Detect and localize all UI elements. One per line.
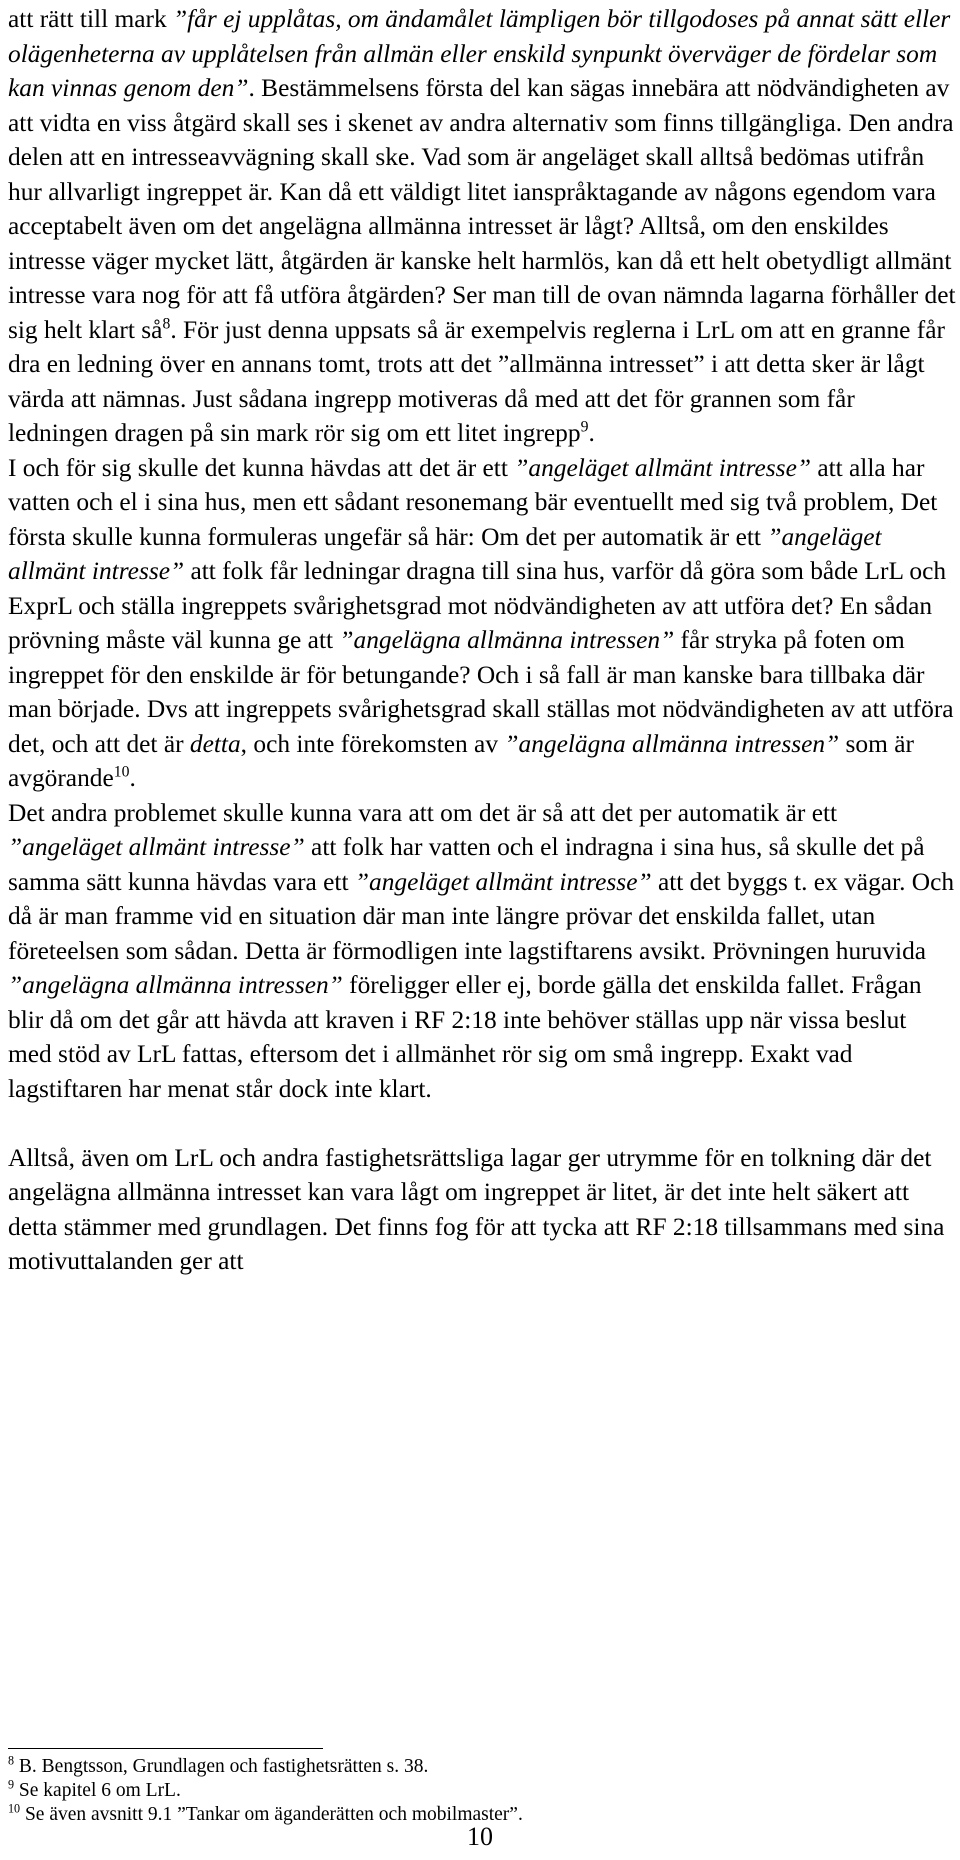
footnote-separator xyxy=(8,1748,323,1749)
text-run: att folk får ledningar dragna till sina hus, varför då göra som både LrL och ExprL och ställa ingreppets svårighetsgrad mot nödvändigheten av att utföra det? En sådan prövning måste väl kunna ge att xyxy=(8,557,947,654)
paragraph-3 xyxy=(8,796,956,1107)
quoted-term: ”angeläget allmänt intresse” xyxy=(354,867,652,896)
text-run: Alltså, även om LrL och andra fastighetsrättsliga lagar ger utrymme för en tolkning där det angelägna allmänna intresset kan vara lågt om ingreppet är litet, är det inte helt säkert att detta stämmer med grundlagen. Det finns fog för att tycka att RF 2:18 tillsammans med sina motivuttalanden ger att xyxy=(8,1143,945,1275)
text-run: . Bestämmelsens första del kan sägas innebära att nödvändigheten av att vidta en viss åtgärd skall ses i skenet av andra alternativ som finns tillgängliga. Den andra delen att en intresseavvägning skall ske. Vad som är angeläget skall alltså bedömas utifrån hur allvarligt ingreppet är. Kan då ett väldigt litet ianspråktagande av någons egendom vara acceptabelt även om det angelägna allmänna intresset är lågt? Alltså, om den enskildes intresse väger mycket lätt, åtgärden är kanske helt harmlös, kan då ett helt obetydligt allmänt intresse vara nog för att få utföra åtgärden? Ser man till de ovan nämnda lagarna förhåller det sig helt klart så xyxy=(8,74,956,344)
text-run: . xyxy=(129,764,136,792)
text-run: som är avgörande xyxy=(8,729,914,792)
text-run: Det andra problemet skulle kunna vara att om det är så att det per automatik är ett xyxy=(8,798,838,827)
footnote-text: B. Bengtsson, Grundlagen och fastighetsrätten s. 38. xyxy=(14,1756,429,1777)
text-run: att folk har vatten och el indragna i sina hus, så skulle det på samma sätt kunna hävdas vara ett xyxy=(8,833,925,896)
quoted-term: ”angeläget allmänt intresse” xyxy=(514,453,811,482)
quoted-term: ”angelägna allmänna intressen” xyxy=(339,626,675,654)
text-run: att alla har vatten och el i sina hus, men ett sådant resonemang bär eventuellt med sig två problem, Det första skulle kunna formuleras ungefär så här: Om det per automatik är ett xyxy=(8,453,938,551)
footnote-ref-10[interactable]: 10 xyxy=(113,763,130,781)
statute-quote: ”får ej upplåtas, om ändamålet lämpligen bör tillgodoses på annat sätt eller olägenheterna av upplåtelsen från allmän eller enskild synpunkt överväger de fördelar som kan vinnas genom den” xyxy=(8,5,951,102)
text-run: . För just denna uppsats så är exempelvis reglerna i LrL om att en granne får dra en ledning över en annans tomt, trots att det ”allmänna intresset” i att detta sker är lågt värda att nämnas. Just sådana ingrepp motiveras då med att det för grannen som får ledningen dragen på sin mark rör sig om ett litet ingrepp xyxy=(8,315,945,447)
footnote-number: 10 xyxy=(8,1801,21,1816)
paragraph-2 xyxy=(8,451,956,796)
text-run: , och inte förekomsten av xyxy=(240,729,505,758)
text-run: . xyxy=(588,419,595,447)
footnote-ref-9[interactable]: 9 xyxy=(580,418,589,436)
quoted-term: ”angeläget allmänt intresse” xyxy=(8,522,882,585)
footnote-8 xyxy=(8,1755,948,1779)
quoted-term: ”angelägna allmänna intressen” xyxy=(8,971,343,999)
text-run: I och för sig skulle det kunna hävdas att det är ett xyxy=(8,453,515,482)
quoted-term: ”angelägna allmänna intressen” xyxy=(504,729,840,758)
text-run: att rätt till mark xyxy=(8,5,173,33)
footnote-text: Se även avsnitt 9.1 ”Tankar om äganderätten och mobilmaster”. xyxy=(20,1804,523,1825)
text-run: föreligger eller ej, borde gälla det enskilda fallet. Frågan blir då om det går att hävda att kraven i RF 2:18 inte behöver ställas upp när vissa beslut med stöd av LrL fattas, eftersom det i allmänhet rör sig om små ingrepp. Exakt vad lagstiftaren har menat står dock inte klart. xyxy=(8,971,922,1103)
footnote-text: Se kapitel 6 om LrL. xyxy=(14,1780,181,1801)
page-number: 10 xyxy=(467,1822,493,1851)
paragraph-4 xyxy=(8,1141,956,1279)
text-run: får stryka på foten om ingreppet för den enskilde är för betungande? Och i så fall är man kanske bara tillbaka där man började. Dvs att ingreppets svårighetsgrad skall ställas mot nödvändigheten av att utföra det, och att det är xyxy=(8,626,954,758)
footnote-number: 9 xyxy=(8,1777,15,1792)
body-text xyxy=(8,2,956,1279)
quoted-term: ”angeläget allmänt intresse” xyxy=(8,833,305,861)
paragraph-1 xyxy=(8,2,956,451)
footnotes xyxy=(8,1755,948,1827)
footnote-9 xyxy=(8,1779,948,1803)
text-run: att det byggs t. ex vägar. Och då är man framme vid en situation där man inte längre prövar det enskilda fallet, utan företeelsen som sådan. Detta är förmodligen inte lagstiftarens avsikt. Prövningen huruvida xyxy=(8,867,955,965)
emphasis: detta xyxy=(189,729,241,758)
footnote-number: 8 xyxy=(8,1753,15,1768)
footnote-ref-8[interactable]: 8 xyxy=(162,314,171,332)
